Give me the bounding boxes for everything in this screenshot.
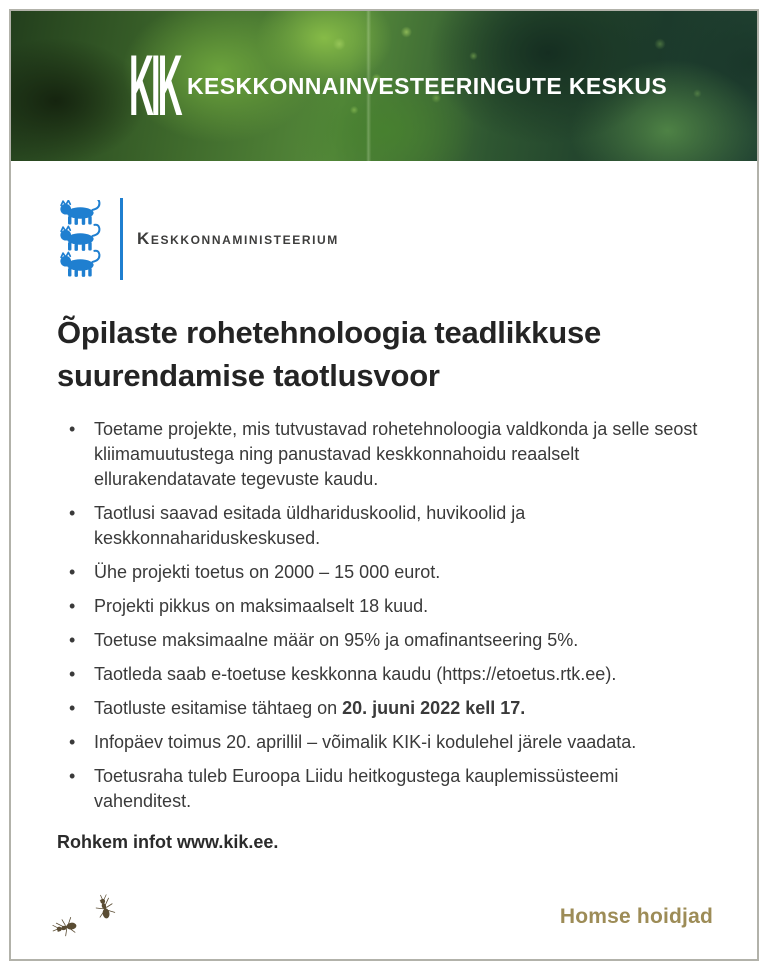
logo-divider [120, 198, 123, 280]
list-item: • Taotleda saab e-toetuse keskkonna kaudu (https://etoetus.rtk.ee). [57, 662, 712, 687]
list-item: • Projekti pikkus on maksimaalselt 18 kuud. [57, 594, 712, 619]
ministry-name: Keskkonnaministeerium [137, 229, 339, 248]
org-name: KESKKONNAINVESTEERINGUTE KESKUS [187, 72, 668, 99]
header-banner [11, 11, 757, 161]
ants-icon [43, 887, 127, 945]
list-item: • Toetame projekte, mis tutvustavad rohetehnoloogia valdkonda ja selle seost kliimamuutustega ning panustavad keskkonnahoidu reaalselt ellurakendatavate tegevuste kaudu. [57, 417, 712, 492]
more-info: Rohkem infot www.kik.ee. [57, 832, 279, 852]
list-item: • Infopäev toimus 20. aprillil – võimalik KIK-i kodulehel järele vaadata. [57, 730, 712, 755]
page-title: Õpilaste rohetehnoloogia teadlikkuse suurendamise taotlusvoor [57, 315, 602, 393]
list-item: • Taotlusi saavad esitada üldhariduskoolid, huvikoolid ja keskkonnahariduskeskused. [57, 501, 712, 551]
list-item: • Toetusraha tuleb Euroopa Liidu heitkogustega kauplemissüsteemi vahenditest. [57, 764, 712, 814]
kik-logo [129, 38, 181, 134]
tagline: Homse hoidjad [559, 905, 713, 928]
flyer-page [9, 9, 759, 961]
footer [11, 887, 757, 945]
list-item: • Ühe projekti toetus on 2000 – 15 000 eurot. [57, 560, 712, 585]
bullet-list [57, 417, 717, 814]
list-item: • Toetuse maksimaalne määr on 95% ja omafinantseering 5%. [57, 628, 712, 653]
ministry-logo [57, 197, 757, 281]
header-logo-block [129, 11, 667, 161]
kik-logo-text: KIK [129, 38, 180, 134]
estonian-lions-icon [57, 200, 105, 278]
list-item: • Taotluste esitamise tähtaeg on 20. juuni 2022 kell 17. [57, 696, 712, 721]
